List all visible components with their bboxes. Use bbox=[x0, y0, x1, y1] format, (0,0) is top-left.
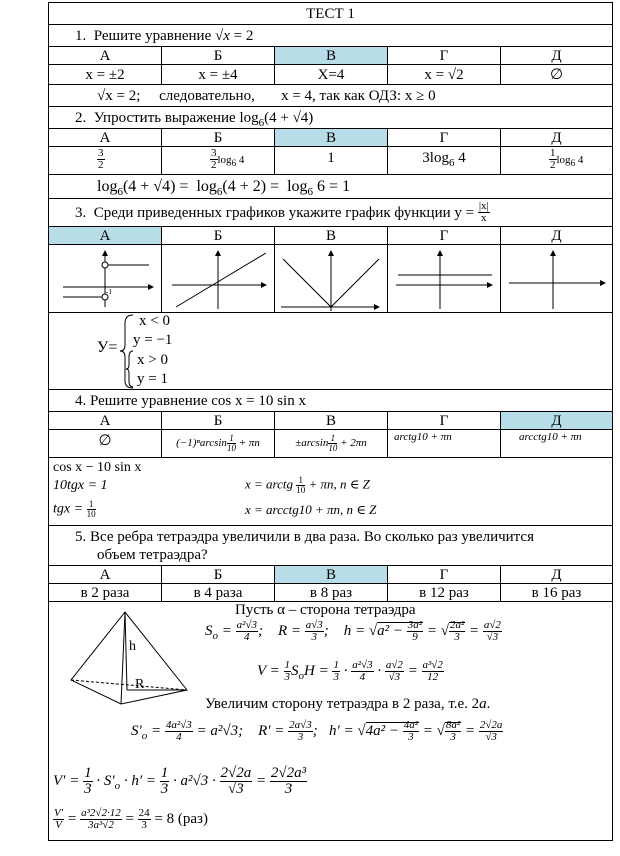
question-2-options bbox=[49, 129, 612, 147]
answer-b[interactable]: x = ±4 bbox=[162, 65, 275, 84]
q5-formula-1: $S_o$ = $\frac{\text{a²√3}}{4}$ ; R = $\frac{a√3}{3}$ ; h = √a² − $\frac{\text{3a²}}{9}$ = √ $\frac{\text{2a²}}{3}$ = $\frac{a√2}{√3}$ bbox=[205, 619, 501, 643]
question-1-solution: √x = 2; следовательно, x = 4, так как ОДЗ: x ≥ 0 bbox=[49, 85, 612, 107]
q4-sol-line-3a: tgx = $\frac{1}{10}$ bbox=[53, 499, 96, 519]
q5-let: Пусть α – сторона тетраэдра bbox=[235, 602, 416, 618]
graph-a-svg bbox=[49, 245, 161, 312]
graph-d-svg bbox=[388, 245, 500, 312]
option-c[interactable]: В bbox=[275, 566, 388, 583]
graph-b-svg bbox=[162, 245, 274, 312]
answer-c[interactable]: X=4 bbox=[275, 65, 388, 84]
question-4-solution bbox=[49, 458, 612, 526]
question-4-options bbox=[49, 412, 612, 430]
option-d[interactable]: Г bbox=[388, 412, 501, 429]
question-3-text: 3. Среди приведенных графиков укажите график функции y = $\frac{|x|}{x}$ bbox=[49, 199, 612, 227]
answer-d[interactable]: arctg10 + πn bbox=[388, 430, 501, 457]
option-a[interactable]: А bbox=[49, 227, 162, 244]
option-d[interactable]: Г bbox=[388, 227, 501, 244]
answer-c[interactable]: в 8 раз bbox=[275, 584, 388, 601]
graph-a[interactable] bbox=[49, 245, 162, 312]
system-line-2: y = −1 bbox=[133, 332, 173, 348]
q5-formula-4: V′ = $\frac{1}{3}$ · $S'_o \cdot h'$ = $\frac{1}{3}$ · a²√3 · $\frac{2√2a}{√3}$ = $\frac{\text{2√2a³}}{3}$ bbox=[53, 765, 307, 797]
graph-b[interactable] bbox=[162, 245, 275, 312]
option-d[interactable]: Г bbox=[388, 566, 501, 583]
answer-e[interactable]: $\frac{1}{2}$ $\log_6 4$ bbox=[550, 147, 584, 171]
graph-a-mark: -1 bbox=[106, 288, 112, 296]
answer-e[interactable]: ∅ bbox=[549, 67, 564, 83]
option-e[interactable]: Д bbox=[551, 567, 562, 583]
answer-a[interactable]: ∅ bbox=[49, 430, 162, 457]
graph-e-svg bbox=[501, 245, 612, 312]
answer-a[interactable]: в 2 раза bbox=[49, 584, 162, 601]
option-c[interactable]: В bbox=[275, 47, 388, 64]
question-2-solution: $\log_6(4 + √4) = \log_6(4 + 2) = \log_6 6 = 1$ bbox=[49, 175, 612, 199]
option-a[interactable]: А bbox=[49, 412, 162, 429]
question-1-answers bbox=[49, 65, 612, 85]
q5-formula-2: V = $\frac{1}{3}$ $S_oH$ = $\frac{1}{3}$ · $\frac{\text{a²√3}}{4}$ · $\frac{a√2}{√3}$ = $\frac{\text{a³√2}}{12}$ bbox=[257, 659, 443, 683]
answer-d[interactable]: в 12 раз bbox=[388, 584, 501, 601]
answer-b[interactable]: (−1)ⁿarcsin $\frac{1}{10}$ + πn bbox=[162, 430, 275, 457]
question-5-text bbox=[49, 526, 612, 566]
answer-a[interactable]: $\frac{3}{2}$ bbox=[49, 147, 162, 174]
q4-sol-line-1: cos x − 10 sin x bbox=[53, 460, 142, 475]
answer-e[interactable]: в 16 раз bbox=[531, 585, 582, 601]
graph-e[interactable] bbox=[501, 245, 612, 312]
option-e[interactable]: Д bbox=[551, 228, 562, 244]
option-c[interactable]: В bbox=[275, 129, 388, 146]
q5-formula-5: $\frac{V'}{V}$ = $\frac{\text{a³2√2·12}}{\text{3a³√2}}$ = $\frac{24}{3}$ = 8 (раз) bbox=[54, 807, 208, 831]
option-d[interactable]: Г bbox=[388, 129, 501, 146]
option-e[interactable]: Д bbox=[551, 48, 562, 64]
option-a[interactable]: А bbox=[49, 566, 162, 583]
system-line-1: x < 0 bbox=[139, 313, 170, 329]
q5-enlarge: Увеличим сторону тетраэдра в 2 раза, т.е. 2a. bbox=[205, 696, 491, 712]
answer-c[interactable]: ±arcsin $\frac{1}{10}$ + 2πn bbox=[275, 430, 388, 457]
system-bracket-svg bbox=[119, 313, 135, 390]
question-5-answers bbox=[49, 584, 612, 602]
question-1-text: 1. Решите уравнение √x = 2 bbox=[49, 25, 612, 47]
question-3-solution bbox=[49, 313, 612, 390]
system-line-4: y = 1 bbox=[137, 371, 168, 387]
option-b[interactable]: Б bbox=[162, 412, 275, 429]
option-a[interactable]: А bbox=[49, 129, 162, 146]
label-r: R bbox=[135, 677, 145, 692]
tetrahedron-svg bbox=[63, 610, 193, 710]
option-a[interactable]: А bbox=[49, 47, 162, 64]
answer-a[interactable]: x = ±2 bbox=[49, 65, 162, 84]
option-b[interactable]: Б bbox=[162, 566, 275, 583]
answer-d[interactable]: $3\log_6$ 4 bbox=[388, 147, 501, 174]
solution-label: У= bbox=[97, 339, 118, 356]
q4-sol-line-2a: 10tgx = 1 bbox=[53, 478, 108, 493]
answer-d[interactable]: x = √2 bbox=[388, 65, 501, 84]
q5-text-1: 5. Все ребра тетраэдра увеличили в два раза. Во сколько раз увеличится bbox=[75, 529, 534, 545]
option-c[interactable]: В bbox=[275, 412, 388, 429]
label-h: h bbox=[129, 639, 136, 654]
answer-b[interactable]: $\frac{3}{2}$ $\log_6 4$ bbox=[162, 147, 275, 174]
option-b[interactable]: Б bbox=[162, 47, 275, 64]
test-sheet bbox=[48, 2, 613, 841]
graph-d[interactable] bbox=[388, 245, 501, 312]
q5-formula-3: $S'_o$ = $\frac{\text{4a²√3}}{4}$ = a²√3; R′ = $\frac{2a√3}{3}$ ; h′ = √4a² − $\frac{\text{4a²}}{3}$ = √ $\frac{\text{8a²}}{3}$ = $\frac{2√2a}{√3}$ bbox=[131, 719, 503, 743]
page-title: ТЕСТ 1 bbox=[49, 3, 612, 25]
question-2-answers bbox=[49, 147, 612, 175]
answer-c[interactable]: 1 bbox=[275, 147, 388, 174]
q4-sol-line-3b: x = arcctg10 + πn, n ∈ Z bbox=[245, 502, 377, 517]
option-b[interactable]: Б bbox=[162, 227, 275, 244]
system-line-3: x > 0 bbox=[137, 352, 168, 368]
graph-c-svg bbox=[275, 245, 387, 312]
question-2-text: 2. Упростить выражение $\log_6(4 + √4)$ bbox=[49, 107, 612, 129]
option-e[interactable]: Д bbox=[501, 412, 612, 429]
question-5-options bbox=[49, 566, 612, 584]
answer-b[interactable]: в 4 раза bbox=[162, 584, 275, 601]
option-d[interactable]: Г bbox=[388, 47, 501, 64]
question-4-text: 4. Решите уравнение cos x = 10 sin x bbox=[49, 390, 612, 412]
question-4-answers bbox=[49, 430, 612, 458]
question-1-options bbox=[49, 47, 612, 65]
option-c[interactable]: В bbox=[275, 227, 388, 244]
question-3-graphs bbox=[49, 245, 612, 313]
answer-e[interactable]: arcctg10 + πn bbox=[519, 431, 582, 443]
graph-c[interactable] bbox=[275, 245, 388, 312]
option-b[interactable]: Б bbox=[162, 129, 275, 146]
q4-sol-line-2b: x = arctg $\frac{1}{10}$ + πn, n ∈ Z bbox=[245, 475, 370, 495]
q5-text-2: объем тетраэдра? bbox=[97, 547, 208, 563]
question-3-options bbox=[49, 227, 612, 245]
question-5-solution bbox=[49, 602, 612, 840]
option-e[interactable]: Д bbox=[551, 130, 562, 146]
